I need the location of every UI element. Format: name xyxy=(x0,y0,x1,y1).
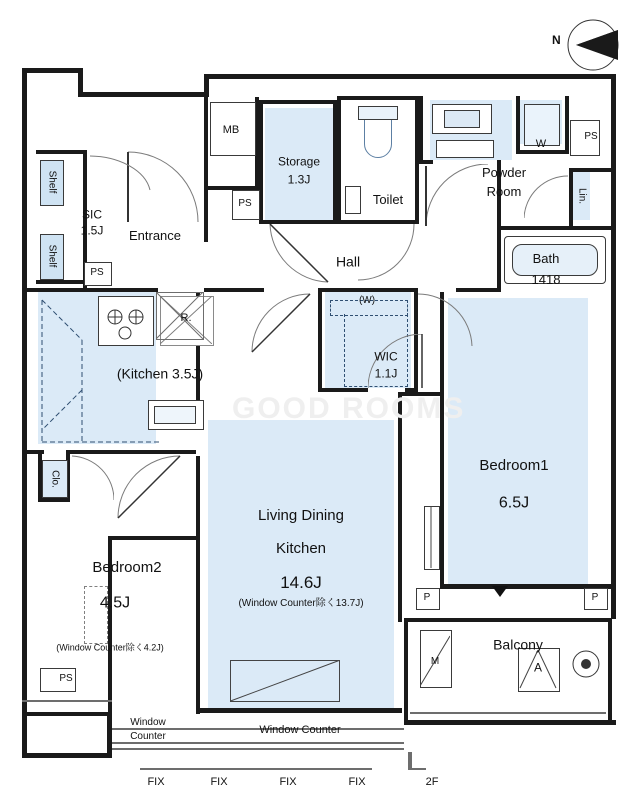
wall-lin-top xyxy=(569,168,611,172)
wall-outer-left xyxy=(22,68,27,758)
wall-ldk-bottom xyxy=(196,708,402,713)
wall-bedroom2-right-step xyxy=(112,536,196,540)
label-w-closet: W xyxy=(535,138,547,151)
wall-balcony-top xyxy=(404,618,612,622)
line-window-counter-bottom xyxy=(112,742,404,744)
wall-balcony-bottom xyxy=(404,720,616,725)
wall-outer-bottom-left xyxy=(22,753,112,758)
ldk-furniture-outline xyxy=(230,660,340,702)
label-fix-1: FIX xyxy=(147,776,165,789)
label-bedroom2-area: 4.5J xyxy=(99,594,131,612)
label-bedroom1-name: Bedroom1 xyxy=(479,457,549,475)
balcony-rail-line xyxy=(410,712,606,714)
wall-kitchen-top xyxy=(22,288,158,292)
label-balcony: Balcony xyxy=(493,636,543,653)
label-mb: MB xyxy=(222,124,240,137)
label-ps-entrance: PS xyxy=(238,197,252,209)
label-storage-area: 1.3J xyxy=(287,172,311,187)
label-powder-2: Room xyxy=(486,184,522,200)
label-closet-bedroom2: Clo. xyxy=(49,470,61,488)
wall-outer-top-left xyxy=(22,68,82,73)
label-entrance: Entrance xyxy=(128,228,182,244)
wall-bath-top xyxy=(497,226,611,230)
wall-sic-bottom xyxy=(36,280,87,284)
wall-wcloset-right xyxy=(565,96,569,154)
fixture-toilet-tank xyxy=(358,106,398,120)
label-ldk-area: 14.6J xyxy=(280,573,322,593)
label-m-mark: M xyxy=(430,655,440,667)
line-fix-rule xyxy=(140,768,372,770)
north-compass xyxy=(552,10,626,80)
label-p-right: P xyxy=(591,591,599,603)
label-bedroom2-name: Bedroom2 xyxy=(92,559,162,577)
label-bath-2: 1418 xyxy=(531,272,561,288)
label-toilet: Toilet xyxy=(372,192,404,208)
label-a-mark: A xyxy=(533,660,543,675)
wall-wic-left xyxy=(318,288,322,392)
door-swing-closet xyxy=(70,454,114,502)
label-storage-name: Storage xyxy=(277,154,321,169)
door-swing-ldk xyxy=(250,292,312,354)
label-ldk-2: Kitchen xyxy=(275,540,327,558)
label-bath-1: Bath xyxy=(532,251,560,267)
wall-wcloset-left xyxy=(516,96,520,154)
wall-balcony-left xyxy=(404,618,408,724)
label-window-counter-bottom: Window Counter xyxy=(259,724,341,737)
wall-ldk-right xyxy=(398,392,402,622)
balcony-door-marker xyxy=(492,586,508,598)
label-wic-area: 1.1J xyxy=(374,366,398,381)
label-fix-3: FIX xyxy=(279,776,297,789)
wall-hall-bottom-mid xyxy=(318,288,418,292)
door-swing-bedroom2 xyxy=(116,454,182,520)
label-ldk-note: (Window Counter除く13.7J) xyxy=(238,597,364,609)
wall-entrance-right xyxy=(204,97,208,242)
wall-outer-top-mid xyxy=(78,92,208,97)
wall-toilet-top xyxy=(337,96,419,100)
line-window-counter-top xyxy=(112,728,404,730)
line-ps-bottom xyxy=(22,700,112,702)
wall-powder-left xyxy=(419,96,423,162)
label-shelf-top: Shelf xyxy=(46,170,58,194)
label-lin: Lin. xyxy=(576,187,588,205)
balcony-drain-icon xyxy=(570,648,602,680)
window-sash-lines xyxy=(424,506,438,568)
wall-ldk-left-lower xyxy=(196,456,200,714)
label-powder-1: Powder xyxy=(481,165,527,181)
label-bedroom2-note: (Window Counter除く4.2J) xyxy=(56,642,164,653)
wall-toilet-left xyxy=(337,100,341,224)
wall-storage-top xyxy=(259,100,337,104)
door-swing-powder xyxy=(424,164,490,230)
label-bedroom1-area: 6.5J xyxy=(498,494,530,512)
label-r-mark: R. xyxy=(180,312,192,325)
wall-bedroom2-bottom xyxy=(22,712,112,716)
label-kitchen: (Kitchen 3.5J) xyxy=(116,365,204,382)
door-swing-sic xyxy=(88,154,154,194)
wall-sic-top xyxy=(36,150,87,154)
label-sic-name: SIC xyxy=(81,207,103,222)
wall-closet-bottom xyxy=(38,498,70,502)
label-floor: 2F xyxy=(425,776,439,789)
fixture-toilet-paper xyxy=(345,186,361,214)
door-swing-bedroom1 xyxy=(418,292,474,348)
compass-north-label: N xyxy=(552,33,561,47)
fixture-washer xyxy=(436,140,494,158)
wall-outer-right xyxy=(611,74,616,619)
label-wic-name: WIC xyxy=(374,349,398,364)
label-p-left: P xyxy=(423,591,431,603)
label-window-counter-left-2: Counter xyxy=(130,730,166,742)
door-swing-toilet xyxy=(358,224,416,282)
door-swing-storage xyxy=(268,224,330,286)
wall-step-3 xyxy=(107,714,112,758)
fixture-vanity-sink xyxy=(444,110,480,128)
label-ps-left: PS xyxy=(90,266,104,278)
label-window-counter-left-1: Window xyxy=(130,716,166,728)
label-shelf-bottom: Shelf xyxy=(46,244,58,268)
label-w-mark: (W) xyxy=(358,294,376,306)
label-ps-right: PS xyxy=(584,130,598,142)
wall-outer-top xyxy=(204,74,616,79)
line-2f-marker-h xyxy=(408,768,426,770)
door-swing-bath xyxy=(524,174,570,220)
label-ldk-1: Living Dining xyxy=(258,507,344,525)
label-fix-2: FIX xyxy=(210,776,228,789)
line-window-counter-bottom2 xyxy=(112,748,404,750)
label-ps-bottom: PS xyxy=(59,672,73,684)
label-fix-4: FIX xyxy=(348,776,366,789)
watermark: GOOD ROOMS xyxy=(232,392,466,425)
wall-balcony-right xyxy=(608,618,612,724)
label-sic-area: 1.5J xyxy=(80,223,104,238)
label-hall: Hall xyxy=(335,253,361,270)
